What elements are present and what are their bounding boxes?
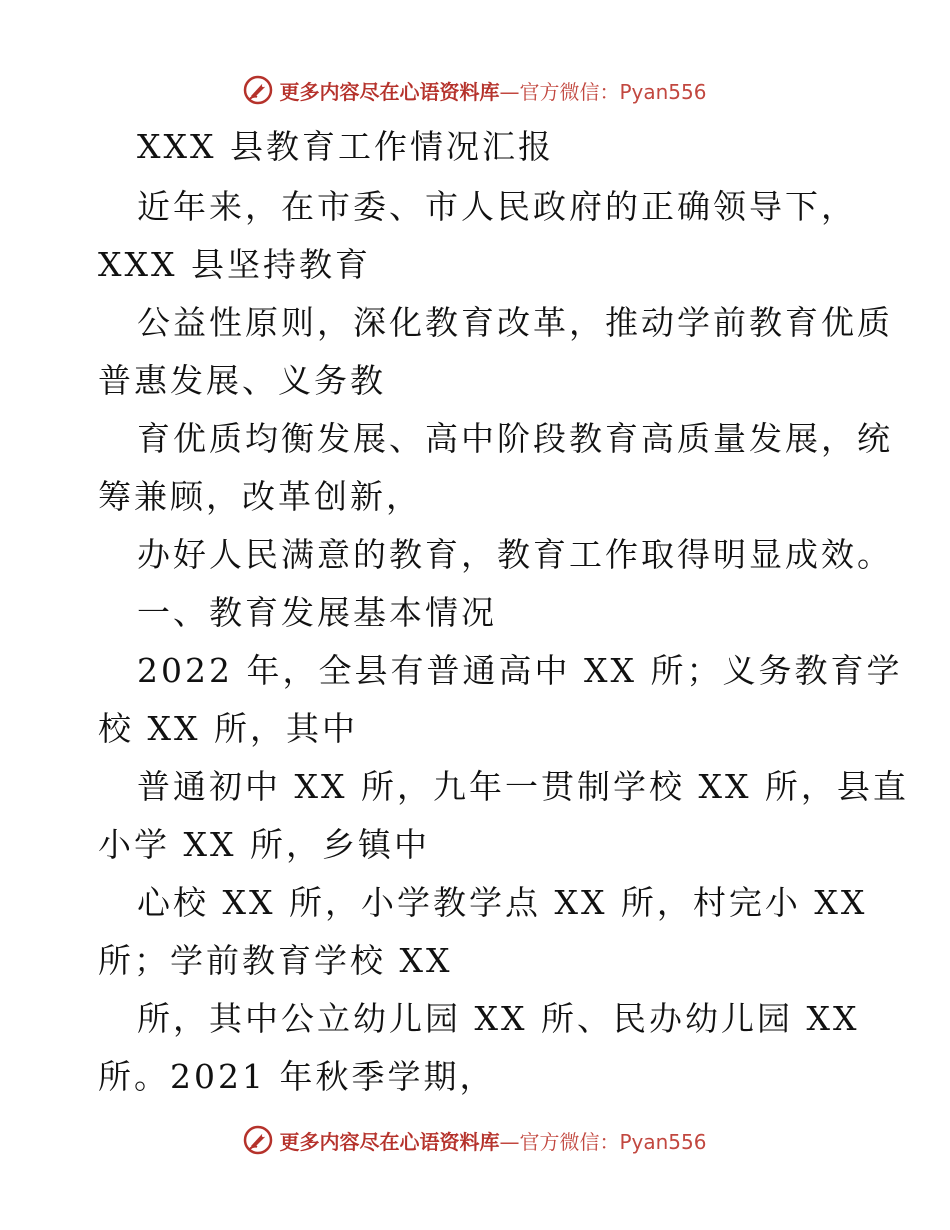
pen-nib-logo-icon bbox=[243, 1125, 273, 1155]
paragraph-line: 育优质均衡发展、高中阶段教育高质量发展，统 bbox=[137, 419, 893, 458]
paragraph-line: 2022 年，全县有普通高中 XX 所；义务教育学 bbox=[137, 651, 903, 690]
paragraph-line: 所；学前教育学校 XX bbox=[98, 941, 453, 980]
pen-nib-logo-icon bbox=[243, 75, 273, 105]
paragraph-line: 心校 XX 所，小学教学点 XX 所，村完小 XX bbox=[137, 883, 868, 922]
paragraph-line: 近年来，在市委、市人民政府的正确领导下， bbox=[137, 187, 857, 226]
paragraph-line: 公益性原则，深化教育改革，推动学前教育优质 bbox=[137, 303, 893, 342]
footer-brand-text: 更多内容尽在心语资料库 bbox=[279, 1129, 500, 1154]
section-heading: 一、教育发展基本情况 bbox=[137, 593, 497, 632]
paragraph-line: 所，其中公立幼儿园 XX 所、民办幼儿园 XX bbox=[137, 999, 860, 1038]
footer-banner bbox=[0, 1122, 950, 1158]
paragraph-line: 筹兼顾，改革创新， bbox=[98, 477, 422, 516]
footer-contact-text: —官方微信：Pyan556 bbox=[499, 1129, 707, 1154]
paragraph-line: 校 XX 所，其中 bbox=[98, 709, 358, 748]
header-contact-text: —官方微信：Pyan556 bbox=[499, 79, 707, 104]
paragraph-line: 所。2021 年秋季学期， bbox=[98, 1057, 496, 1096]
paragraph-line: 普通初中 XX 所，九年一贯制学校 XX 所，县直 bbox=[137, 767, 909, 806]
paragraph-line: 办好人民满意的教育，教育工作取得明显成效。 bbox=[137, 535, 893, 574]
header-banner bbox=[0, 72, 950, 108]
paragraph-line: 小学 XX 所，乡镇中 bbox=[98, 825, 430, 864]
paragraph-line: XXX 县坚持教育 bbox=[98, 245, 371, 284]
document-title: XXX 县教育工作情况汇报 bbox=[137, 127, 554, 166]
paragraph-line: 普惠发展、义务教 bbox=[98, 361, 386, 400]
header-brand-text: 更多内容尽在心语资料库 bbox=[279, 79, 500, 104]
